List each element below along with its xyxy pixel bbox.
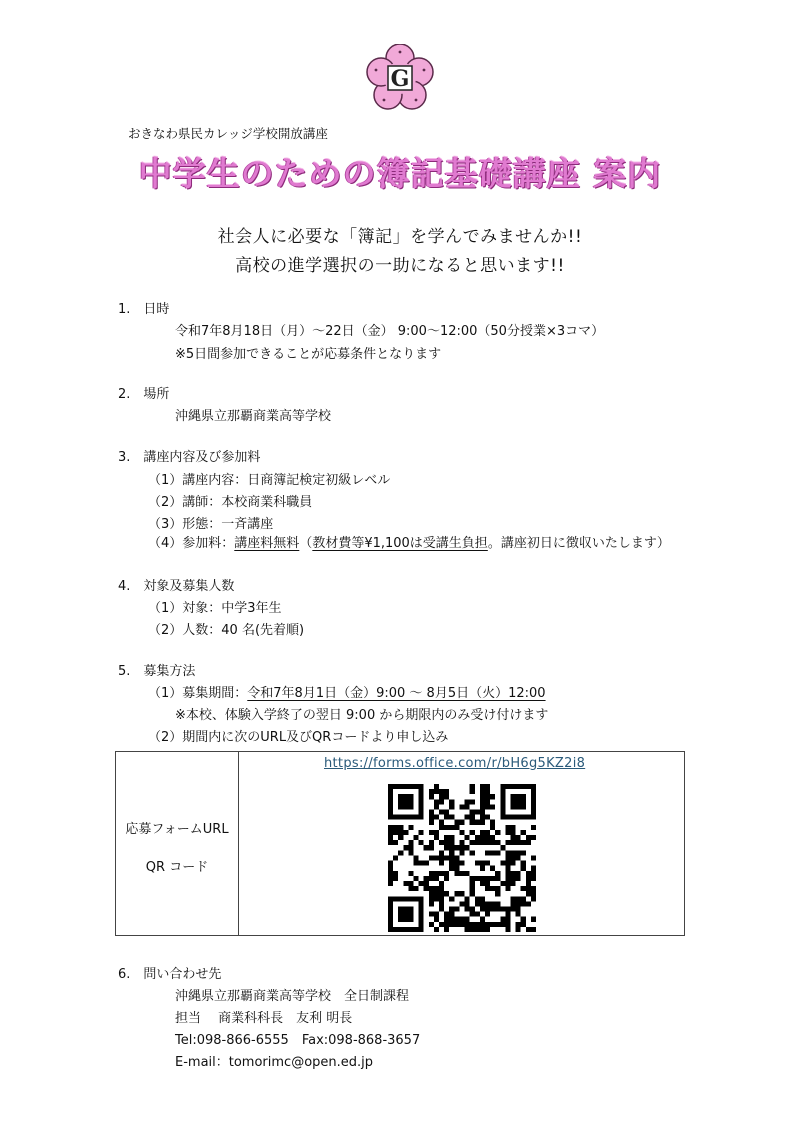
fee-prefix: （4）参加料：	[148, 536, 235, 551]
form-url-label: 応募フォームURL	[125, 822, 229, 837]
section-4-heading: 4. 対象及募集人数	[118, 579, 235, 594]
section-3-heading: 3. 講座内容及び参加料	[118, 450, 261, 465]
lead-text-2: 高校の進学選択の一助になると思います!!	[235, 256, 565, 276]
svg-text:G: G	[390, 66, 410, 92]
qr-code[interactable]	[388, 784, 536, 932]
school-crest-logo	[366, 44, 434, 112]
lead-text-1: 社会人に必要な「簿記」を学んでみませんか!!	[217, 227, 583, 247]
section-5-note: ※本校、体験入学終了の翌日 9:00 から期限内のみ受け付けます	[175, 708, 549, 723]
section-1-heading: 1. 日時	[118, 302, 170, 317]
section-3-item-1: （1）講座内容：日商簿記検定初級レベル	[148, 473, 391, 488]
page-title: 中学生のための簿記基礎講座 案内	[138, 154, 662, 193]
section-3-item-4	[148, 532, 670, 551]
organization-line: おきなわ県民カレッジ学校開放講座	[128, 126, 328, 141]
section-4-item-1: （1）対象：中学3年生	[148, 601, 282, 616]
section-3-item-3: （3）形態：一斉講座	[148, 517, 274, 532]
application-form-link[interactable]: https://forms.office.com/r/bH6g5KZ2i8	[324, 756, 586, 771]
contact-phone-fax: Tel:098-866-6555 Fax:098-868-3657	[175, 1033, 421, 1048]
fee-paren: （	[299, 536, 313, 551]
section-1-note: ※5日間参加できることが応募条件となります	[175, 347, 442, 362]
section-5-heading: 5. 募集方法	[118, 664, 196, 679]
fee-suffix: 。講座初日に徴収いたします）	[487, 536, 670, 551]
section-4-item-2: （2）人数：40 名(先着順)	[148, 623, 305, 638]
section-2-heading: 2. 場所	[118, 387, 170, 402]
section-3-item-2: （2）講師：本校商業科職員	[148, 495, 313, 510]
application-period: 令和7年8月1日（金）9:00 ～ 8月5日（火）12:00	[247, 686, 546, 701]
section-5-item-2: （2）期間内に次のURL及びQRコードより申し込み	[148, 730, 449, 745]
section-5-item-1	[148, 682, 546, 701]
contact-school: 沖縄県立那覇商業高等学校 全日制課程	[175, 989, 410, 1004]
section-6-heading: 6. 問い合わせ先	[118, 967, 222, 982]
section-2-place: 沖縄県立那覇商業高等学校	[175, 409, 332, 424]
period-prefix: （1）募集期間：	[148, 686, 248, 701]
table-divider	[238, 752, 239, 935]
fee-free-text: 講座料無料	[234, 536, 300, 551]
contact-email: E-mail：tomorimc@open.ed.jp	[175, 1055, 374, 1070]
qr-code-label: QR コード	[145, 860, 209, 875]
application-table	[115, 751, 685, 936]
fee-material-cost: 教材費等¥1,100は受講生負担	[312, 536, 488, 551]
contact-person: 担当 商業科科長 友利 明長	[175, 1011, 353, 1026]
section-1-date: 令和7年8月18日（月）～22日（金） 9:00～12:00（50分授業×3コマ）	[175, 324, 605, 339]
